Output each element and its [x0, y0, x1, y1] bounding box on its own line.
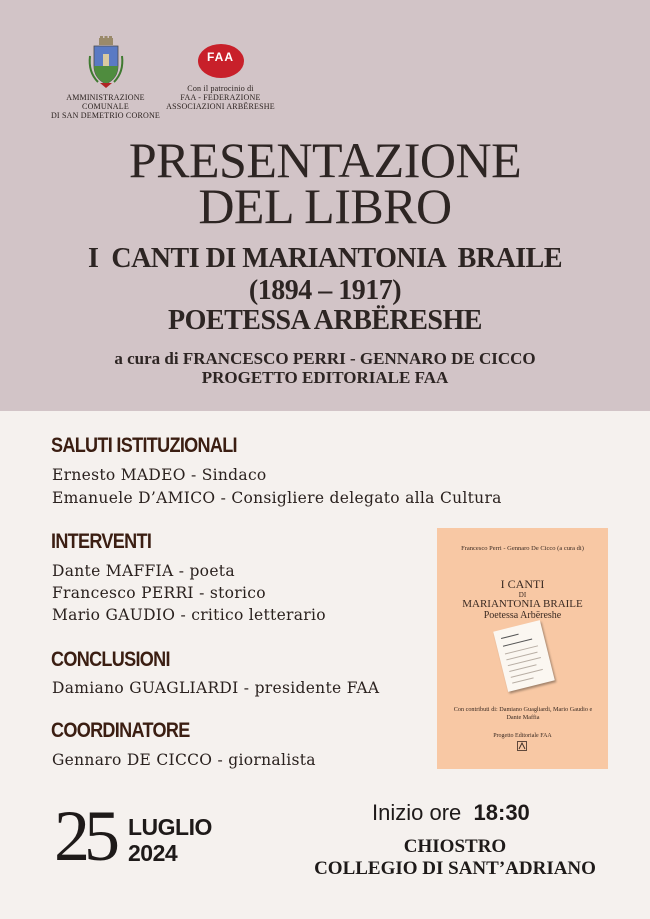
- cover-authors: [437, 545, 608, 552]
- interventi-item: Francesco PERRI - storico: [52, 584, 266, 602]
- cover-name: MARIANTONIA BRAILE: [462, 598, 583, 610]
- book-title-line-2: (1894 – 1917): [248, 275, 402, 306]
- curators-line: a cura di FRANCESCO PERRI - GENNARO DE CICCO: [114, 349, 536, 368]
- section-heading-interventi: INTERVENTI: [51, 530, 152, 553]
- title-line-2: DEL LIBRO: [198, 178, 452, 234]
- saluti-item: Ernesto MADEO - Sindaco: [52, 466, 267, 484]
- cover-authors-note: (a cura di): [557, 545, 584, 552]
- time-label: Inizio ore: [372, 800, 462, 825]
- manuscript-page-illustration: [493, 620, 555, 692]
- book-title-line-1: I CANTI DI MARIANTONIA BRAILE: [87, 243, 563, 274]
- faa-logo-text: FAA: [207, 50, 234, 64]
- venue-line-2: COLLEGIO DI SANT’ADRIANO: [314, 858, 596, 879]
- book-title-line-3: POETESSA ARBËRESHE: [168, 305, 482, 336]
- cover-subtitle: Poetessa Arbëreshe: [483, 610, 562, 621]
- time-value: 18:30: [473, 800, 530, 825]
- cover-di: DI: [518, 591, 527, 599]
- event-month: LUGLIO: [128, 814, 212, 840]
- project-line: PROGETTO EDITORIALE FAA: [201, 368, 449, 387]
- cover-authors-names: Francesco Perri - Gennaro De Cicco: [461, 545, 556, 552]
- section-heading-coordinatore: COORDINATORE: [51, 719, 190, 742]
- comune-logo-block: [48, 36, 163, 120]
- faa-line-3: ASSOCIAZIONI ARBËRESHE: [166, 102, 275, 111]
- faa-logo-block: [163, 44, 278, 111]
- section-heading-saluti: SALUTI ISTITUZIONALI: [51, 434, 237, 457]
- section-heading-conclusioni: CONCLUSIONI: [51, 648, 170, 671]
- event-day: 25: [54, 796, 114, 876]
- comune-line-2: COMUNALE: [82, 102, 129, 111]
- cover-project: Progetto Editoriale FAA: [493, 733, 552, 739]
- event-time: [372, 800, 530, 826]
- conclusioni-item: Damiano GUAGLIARDI - presidente FAA: [52, 679, 380, 697]
- venue-line-1: CHIOSTRO: [403, 836, 507, 857]
- title-line-1: PRESENTAZIONE: [128, 132, 522, 188]
- cover-contributors: Con contributi di: Damiano Guagliardi, Mario Gaudio e Dante Maffia: [453, 706, 593, 721]
- interventi-item: Mario GAUDIO - critico letterario: [52, 606, 326, 624]
- cover-faa-emblem-icon: [517, 741, 527, 751]
- faa-line-2: FAA - FEDERAZIONE: [180, 93, 261, 102]
- comune-line-3: DI SAN DEMETRIO CORONE: [50, 111, 161, 120]
- coat-of-arms-icon: [86, 36, 126, 90]
- saluti-item: Emanuele D’AMICO - Consigliere delegato alla Cultura: [52, 489, 502, 507]
- book-cover-image: [437, 528, 608, 769]
- interventi-item: Dante MAFFIA - poeta: [52, 562, 235, 580]
- coordinatore-item: Gennaro DE CICCO - giornalista: [52, 751, 316, 769]
- faa-logo-icon: [198, 44, 244, 78]
- cover-title: I CANTI: [500, 577, 545, 591]
- event-year: 2024: [128, 840, 178, 866]
- comune-line-1: AMMINISTRAZIONE: [66, 93, 145, 102]
- faa-line-1: Con il patrocinio di: [187, 84, 254, 93]
